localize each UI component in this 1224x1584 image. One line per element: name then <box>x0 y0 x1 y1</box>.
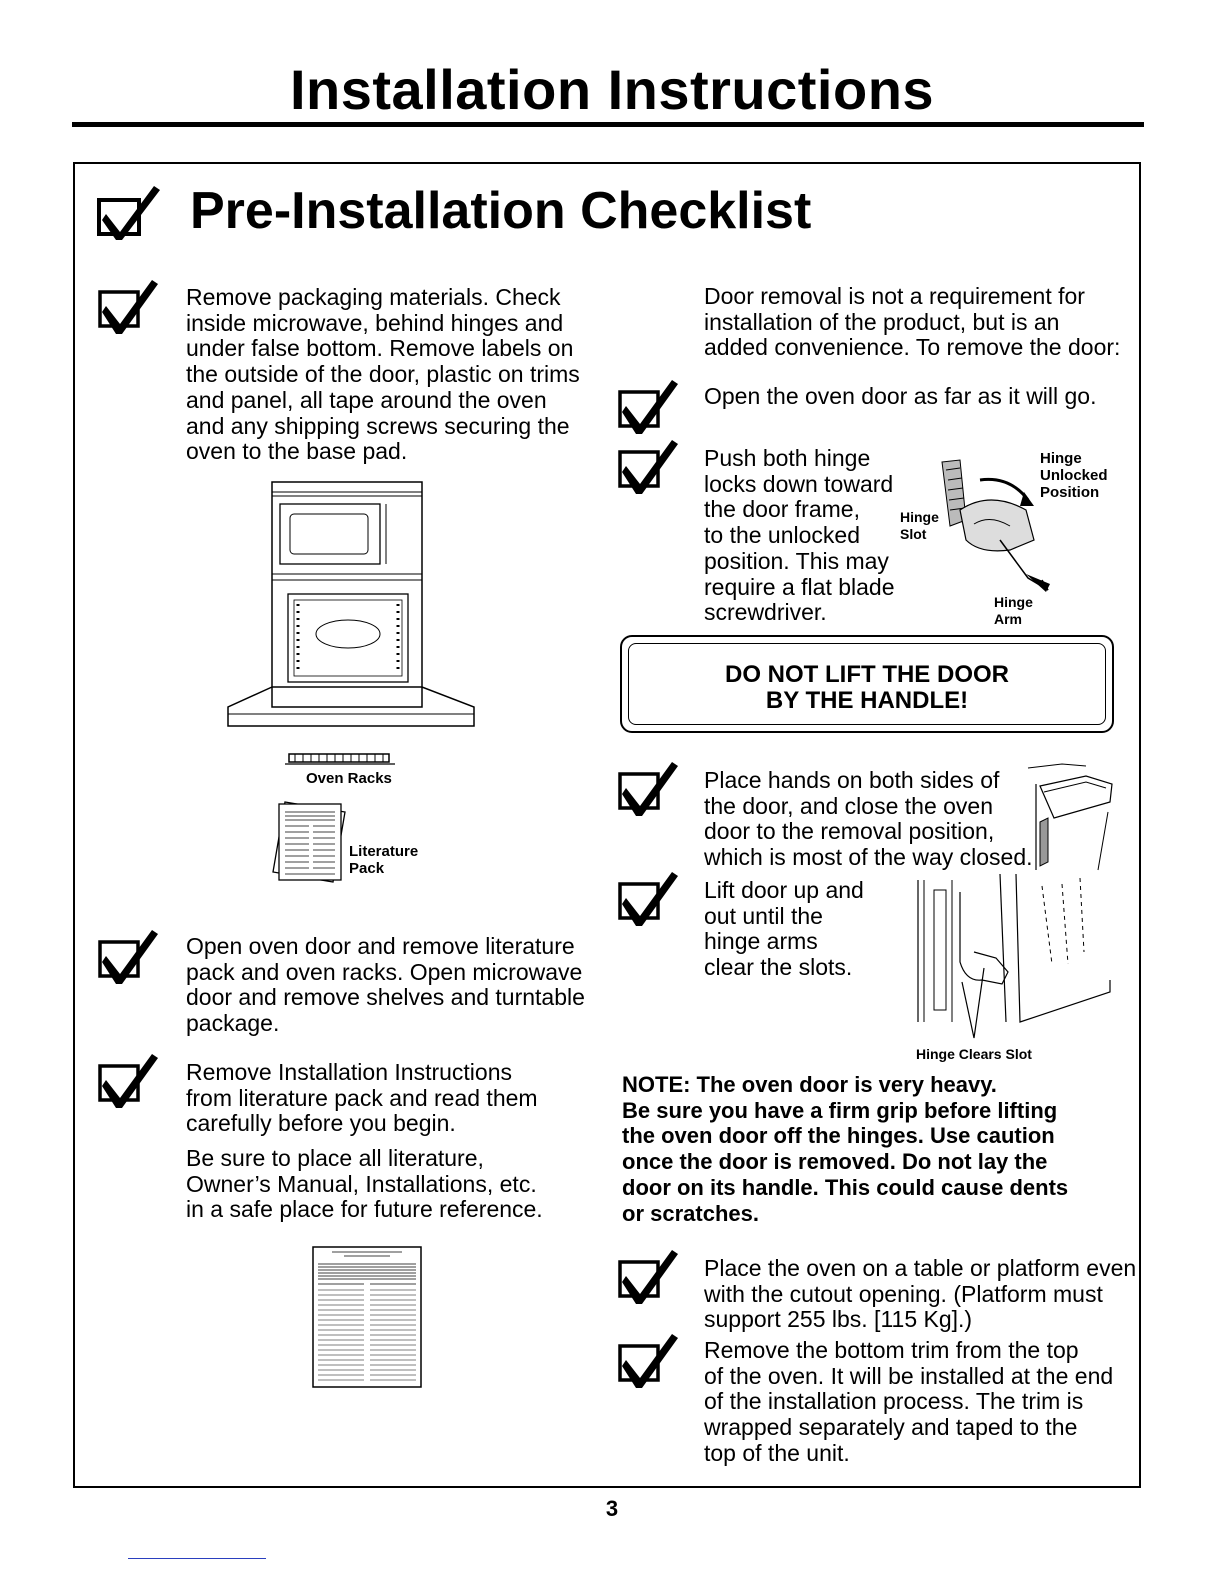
lift-door-illustration <box>912 872 1114 1042</box>
step-read-instructions: Remove Installation Instructions from literature pack and read them carefully before you begin. <box>186 1059 538 1137</box>
page-title: Installation Instructions <box>289 58 935 121</box>
warning-box <box>620 635 1114 733</box>
warning-text: DO NOT LIFT THE DOOR BY THE HANDLE! <box>725 661 1009 714</box>
checkmark-box-icon <box>98 1052 168 1112</box>
label-hinge-slot: Hinge Slot <box>900 509 939 542</box>
checkmark-box-icon <box>618 1248 688 1308</box>
title-divider <box>72 122 1144 127</box>
page-number: 3 <box>605 1496 619 1521</box>
note-keep-literature: Be sure to place all literature, Owner’s Manual, Installations, etc. in a safe place for future reference. <box>186 1145 543 1223</box>
checkmark-box-icon <box>618 378 688 438</box>
checkmark-box-icon <box>98 278 168 338</box>
note-door-heavy: NOTE: The oven door is very heavy. Be sure you have a firm grip before lifting the oven door off the hinges. Use caution once the door is removed. Do not lay the door on its handle. This could cause dents or scratches. <box>622 1072 1069 1226</box>
checkmark-box-icon <box>618 1332 688 1392</box>
label-oven-racks: Oven Racks <box>306 770 392 787</box>
checkmark-box-icon <box>96 180 176 244</box>
step-place-hands: Place hands on both sides of the door, and close the oven door to the removal position, which is most of the way closed. <box>704 767 1033 871</box>
step-remove-bottom-trim: Remove the bottom trim from the top of the oven. It will be installed at the end of the installation process. The trim is wrapped separately and taped to the top of the unit. <box>704 1337 1114 1466</box>
step-remove-literature: Open oven door and remove literature pack and oven racks. Open microwave door and remove shelves and turntable package. <box>186 933 585 1037</box>
instructions-document-illustration <box>312 1246 422 1388</box>
label-hinge-unlocked-position: Hinge Unlocked Position <box>1040 450 1108 501</box>
section-title: Pre-Installation Checklist <box>190 182 812 240</box>
checkmark-box-icon <box>618 760 688 820</box>
literature-pack-illustration <box>265 800 345 884</box>
label-literature-pack: Literature Pack <box>349 843 419 877</box>
step-lift-door: Lift door up and out until the hinge arms clear the slots. <box>704 877 864 981</box>
warning-box-inner <box>628 643 1106 725</box>
step-push-hinge-locks: Push both hinge locks down toward the door frame, to the unlocked position. This may require a flat blade screwdriver. <box>704 445 895 626</box>
step-open-door: Open the oven door as far as it will go. <box>704 383 1097 409</box>
label-hinge-arm: Hinge Arm <box>994 594 1033 627</box>
oven-door-closing-illustration <box>1026 762 1116 872</box>
wall-oven-illustration <box>228 482 478 732</box>
checkmark-box-icon <box>618 438 688 498</box>
oven-rack-illustration <box>285 752 395 766</box>
checkmark-box-icon <box>618 870 688 930</box>
checkmark-box-icon <box>98 928 168 988</box>
label-hinge-clears-slot: Hinge Clears Slot <box>916 1046 1032 1062</box>
step-place-on-platform: Place the oven on a table or platform even with the cutout opening. (Platform must support 255 lbs. [115 Kg].) <box>704 1255 1137 1333</box>
door-removal-intro: Door removal is not a requirement for installation of the product, but is an added convenience. To remove the door: <box>704 283 1121 361</box>
footer-line <box>128 1558 266 1559</box>
step-remove-packaging: Remove packaging materials. Check inside microwave, behind hinges and under false bottom. Remove labels on the outside of the door, plastic on trims and panel, all tape around the oven and any shipping screws securing the oven to the base pad. <box>186 284 580 465</box>
